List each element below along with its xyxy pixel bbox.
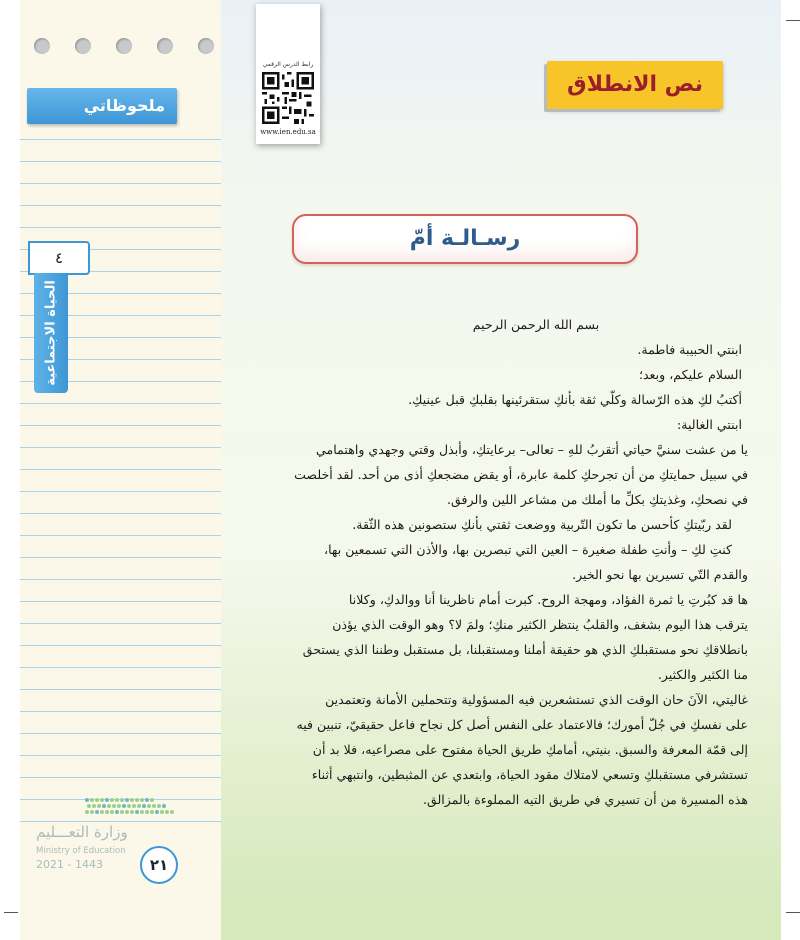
logo-dot [90,810,94,814]
logo-dot [125,798,129,802]
letter-line: منا الكثير والكثير. [657,667,748,682]
logo-dot [132,804,136,808]
unit-title-strip [34,273,68,393]
crop-mark [786,912,800,913]
logo-dot [85,810,89,814]
letter-line: ابنتي الغالية: [677,417,742,432]
letter-line: في سبيل حمايتكِ من أن تجرحكِ كلمة عابرة، أو يقض مضجعكِ أذى من أحد. لقد أخلصت [294,467,748,482]
letter-line: يترقب هذا اليوم بشغف، والقلبُ ينتظر الكثير منكِ؛ ولمَ لا؟ وهو الوقت الذي يؤذن [332,617,748,632]
logo-dot [100,810,104,814]
unit-title: الحياة الاجتماعية [43,280,59,386]
binder-hole [34,38,50,54]
logo-dot [165,810,169,814]
letter-line: ابنتي الحبيبة فاطمة. [637,342,742,357]
logo-dot [152,804,156,808]
crop-mark [786,20,800,21]
logo-dot [105,810,109,814]
logo-dot [157,804,161,808]
letter-line: غاليتي، الآنَ حان الوقت الذي تستشعرين فيه المسؤولية وتتحملين الأمانة وتعتمدين [325,692,748,707]
binder-hole [75,38,91,54]
logo-dot [110,798,114,802]
letter-line: إلى قمّة المعرفة والسبق. بنيتي، أمامكِ طريق الحياة مفتوح على مصراعيه، فلا بد أن [312,742,748,757]
logo-dot [162,804,166,808]
logo-dot [95,798,99,802]
logo-dot [90,798,94,802]
letter-line: كنتِ لكِ – وأنتِ طفلة صغيرة – العين التي تبصرين بها، والأذن التي تسمعين بها، [324,542,732,557]
logo-dot [117,804,121,808]
logo-dot [87,804,91,808]
letter-body [244,312,748,812]
logo-dot [145,798,149,802]
binder-hole [157,38,173,54]
logo-dot [112,804,116,808]
logo-dot [102,804,106,808]
logo-dot [155,810,159,814]
qr-card[interactable] [256,4,320,144]
logo-dot [105,798,109,802]
logo-dot [170,810,174,814]
unit-number: ٤ [28,241,90,275]
qr-url[interactable]: www.ien.edu.sa [260,128,316,136]
letter-line: على نفسكِ في جُلّ أمورك؛ فالاعتماد على النفس أصل كل نجاح فاعل حقيقيّ، تنبين فيه [296,717,748,732]
logo-dot [92,804,96,808]
letter-line: لقد ربّيتكِ كأحسن ما تكون التّربية ووضعت ثقتي بأنكِ ستصونين هذه الثّقة. [352,517,732,532]
logo-dot [130,810,134,814]
letter-line: في نصحكِ، وغذيتكِ بكلِّ ما أملك من مشاعر اللين والرفق. [447,492,748,507]
logo-dot [120,798,124,802]
logo-dot [100,798,104,802]
logo-dot [135,798,139,802]
logo-dot [130,798,134,802]
logo-dot [150,798,154,802]
ministry-logo-icon [85,798,175,818]
section-tag: نص الانطلاق [547,61,723,109]
logo-dot [142,804,146,808]
logo-dot [160,810,164,814]
page-number: ٢١ [140,846,178,884]
logo-dot [147,804,151,808]
letter-line: يا من عشت سنيَّ حياتي أتقربُ للهِ – تعالى– برعايتكِ، وأبذل وقتي وجهدي واهتمامي [316,442,748,457]
letter-line: تستشرفي مستقبلكِ وتسعي لامتلاك مقود الحياة، وابتعدي عن المثبطين، وانتبهي أثناء [311,767,748,782]
logo-dot [135,810,139,814]
logo-dot [145,810,149,814]
logo-dot [137,804,141,808]
logo-dot [127,804,131,808]
binder-hole [198,38,214,54]
logo-dot [120,810,124,814]
ministry-name-arabic: وزارة التعـــليم [36,823,128,841]
qr-code-icon[interactable] [262,72,314,124]
letter-line: السلام عليكم، وبعد؛ [638,367,742,382]
logo-dot [122,804,126,808]
lesson-title: رسـالـة أمّ [292,214,638,264]
notes-tab: ملحوظاتي [27,88,177,124]
basmala: بسم الله الرحمن الرحيم [472,317,600,332]
logo-dot [150,810,154,814]
logo-dot [140,810,144,814]
logo-dot [97,804,101,808]
logo-dot [125,810,129,814]
logo-dot [110,810,114,814]
qr-label: رابط الدرس الرقمي [262,61,314,68]
letter-line: بانطلاقكِ نحو مستقبلكِ الذي هو حقيقة أملنا ومستقبلنا، بل مستقبل وطننا الذي يستحق [302,642,748,657]
logo-dot [115,810,119,814]
edition-year: 2021 - 1443 [36,858,103,871]
letter-line: هذه المسيرة من أن تسيري في طريق التيه المملوءة بالمزالق. [422,792,748,807]
logo-dot [140,798,144,802]
logo-dot [95,810,99,814]
letter-line: والقدم التّي تسيرين بها نحو الخير. [572,567,748,582]
letter-line: أكتبُ لكِ هذه الرّسالة وكلّي ثقة بأنكِ ستقرئينها بقلبكِ قبل عينيكِ. [408,392,742,407]
crop-mark [4,912,18,913]
logo-dot [107,804,111,808]
binder-hole [116,38,132,54]
logo-dot [85,798,89,802]
logo-dot [115,798,119,802]
binder-holes [34,38,214,54]
letter-line: ها قد كبُرتِ يا ثمرة الفؤاد، ومهجة الروح. كبرت أمام ناظرينا أنا ووالدكِ، وكلانا [348,592,748,607]
ministry-name-english: Ministry of Education [36,846,126,856]
